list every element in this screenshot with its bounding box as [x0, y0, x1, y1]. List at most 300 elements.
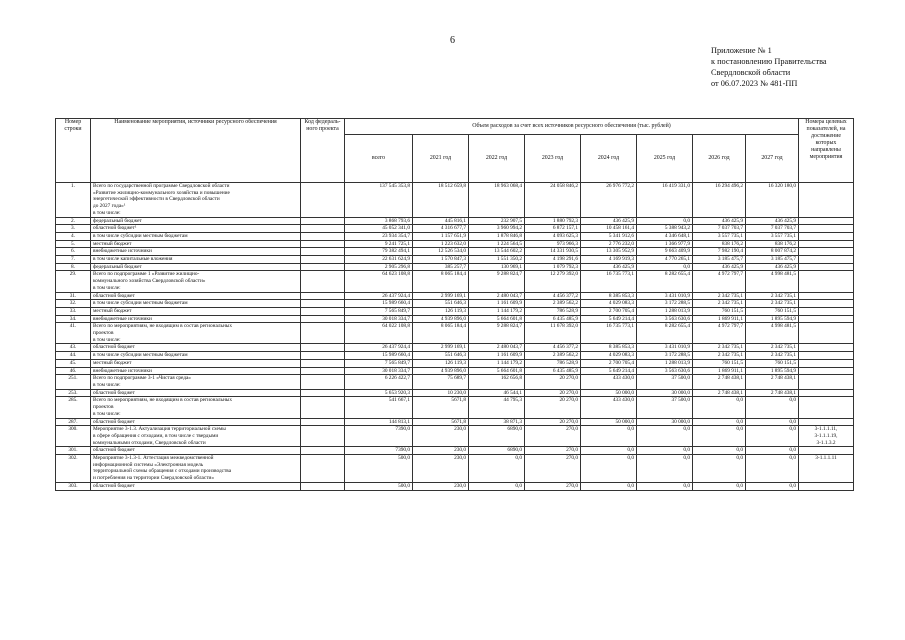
row-value: 2 700 705,4	[581, 307, 637, 315]
row-targets	[799, 271, 854, 292]
row-value: 0,0	[693, 397, 746, 418]
row-number: 46.	[56, 367, 91, 375]
row-targets	[799, 248, 854, 256]
row-value: 14 331 930,5	[525, 248, 581, 256]
row-value: 3 563 630,6	[637, 315, 693, 323]
row-code	[301, 389, 345, 397]
table-row	[56, 447, 854, 455]
row-value: 0,0	[637, 455, 693, 483]
row-value: 37 500,0	[637, 375, 693, 389]
table-row	[56, 248, 854, 256]
row-name: Мероприятие 3-1.3. Актуализация территориальной схемы в сфере обращения с отходами, в том числе с твердыми коммунальными отходами, Свердловской области	[91, 426, 301, 447]
row-value: 436 425,9	[746, 217, 799, 225]
row-value: 436 425,9	[746, 263, 799, 271]
row-value: 1 895 594,9	[746, 367, 799, 375]
row-value: 0,0	[746, 426, 799, 447]
row-name: федеральный бюджет	[91, 217, 301, 225]
row-value: 445 816,1	[413, 217, 469, 225]
row-value: 2 700 705,4	[581, 359, 637, 367]
row-code	[301, 183, 345, 218]
row-value: 20 270,0	[525, 375, 581, 389]
row-value: 1 144 179,2	[469, 307, 525, 315]
row-value: 0,0	[637, 482, 693, 490]
row-name: областной бюджет	[91, 482, 301, 490]
row-value: 46 544,1	[469, 389, 525, 397]
row-code	[301, 248, 345, 256]
row-value: 3 172 288,5	[637, 352, 693, 360]
row-value: 838 176,2	[746, 240, 799, 248]
row-targets	[799, 256, 854, 264]
row-code	[301, 256, 345, 264]
header-year-total: всего	[345, 135, 413, 183]
table-row	[56, 307, 854, 315]
row-name: местный бюджет	[91, 359, 301, 367]
row-value: 0,0	[693, 447, 746, 455]
row-value: 13 544 602,2	[469, 248, 525, 256]
row-code	[301, 397, 345, 418]
row-value: 4 998 481,5	[746, 323, 799, 344]
row-value: 4 456 377,2	[525, 344, 581, 352]
row-code	[301, 300, 345, 308]
row-value: 4 198 291,6	[525, 256, 581, 264]
table-row	[56, 232, 854, 240]
row-value: 1 288 013,9	[637, 359, 693, 367]
row-value: 24 058 846,2	[525, 183, 581, 218]
row-number: 302.	[56, 455, 91, 483]
row-value: 8 065 184,4	[413, 323, 469, 344]
header-targets: Номера целевых показателей, на достижение которых направлены мероприятия	[799, 119, 854, 183]
table-row	[56, 271, 854, 292]
row-value: 30 000,0	[637, 389, 693, 397]
row-value: 75 689,7	[413, 375, 469, 389]
header-year-2022: 2022 год	[469, 135, 525, 183]
row-number: 43.	[56, 344, 91, 352]
row-value: 4 029 083,3	[581, 300, 637, 308]
row-value: 2 342 735,1	[693, 344, 746, 352]
row-value: 16 294 496,2	[693, 183, 746, 218]
row-value: 9 288 824,7	[469, 323, 525, 344]
row-number: 41.	[56, 323, 91, 344]
row-value: 0,0	[581, 482, 637, 490]
row-value: 2 389 562,2	[525, 352, 581, 360]
row-value: 3 185 475,7	[693, 256, 746, 264]
row-code	[301, 482, 345, 490]
row-value: 5 653 920,3	[345, 389, 413, 397]
header-year-2025: 2025 год	[637, 135, 693, 183]
row-value: 2 748 438,1	[746, 375, 799, 389]
row-value: 6 226 422,7	[345, 375, 413, 389]
row-number: 8.	[56, 263, 91, 271]
row-value: 30 018 334,7	[345, 367, 413, 375]
row-value: 7 037 703,7	[746, 225, 799, 233]
row-value: 8 282 655,4	[637, 271, 693, 292]
row-value: 2 999 169,1	[413, 292, 469, 300]
row-value: 3 868 793,6	[345, 217, 413, 225]
row-value: 0,0	[581, 455, 637, 483]
row-value: 126 119,3	[413, 307, 469, 315]
row-value: 3 431 010,9	[637, 292, 693, 300]
row-value: 0,0	[637, 217, 693, 225]
row-value: 7390,0	[345, 447, 413, 455]
row-value: 9 241 725,1	[345, 240, 413, 248]
row-value: 1 223 632,0	[413, 240, 469, 248]
header-name: Наименование мероприятия, источники ресурсного обеспечения	[91, 119, 301, 183]
row-name: областной бюджет	[91, 344, 301, 352]
row-code	[301, 323, 345, 344]
row-value: 0,0	[746, 418, 799, 426]
row-value: 30 018 334,7	[345, 315, 413, 323]
row-value: 5 388 943,2	[637, 225, 693, 233]
row-name: Всего по подпрограмме 3-1 «Чистая среда» в том числе:	[91, 375, 301, 389]
row-value: 385 257,7	[413, 263, 469, 271]
row-value: 2 342 735,1	[746, 352, 799, 360]
row-number: 3.	[56, 225, 91, 233]
row-value: 12 279 392,0	[525, 271, 581, 292]
row-value: 433 430,0	[581, 397, 637, 418]
row-targets	[799, 447, 854, 455]
row-targets	[799, 418, 854, 426]
row-code	[301, 426, 345, 447]
header-year-2027: 2027 год	[746, 135, 799, 183]
row-value: 1 144 179,2	[469, 359, 525, 367]
row-value: 10 458 161,4	[581, 225, 637, 233]
row-value: 16 419 331,0	[637, 183, 693, 218]
row-value: 1 157 651,9	[413, 232, 469, 240]
row-value: 2 480 043,7	[469, 292, 525, 300]
row-value: 50 000,0	[581, 418, 637, 426]
row-value: 786 528,9	[525, 359, 581, 367]
row-code	[301, 375, 345, 389]
row-targets	[799, 397, 854, 418]
row-code	[301, 359, 345, 367]
table-row	[56, 225, 854, 233]
row-value: 270,0	[525, 447, 581, 455]
table-row	[56, 375, 854, 389]
row-number: 4.	[56, 232, 91, 240]
row-number: 6.	[56, 248, 91, 256]
row-value: 838 176,2	[693, 240, 746, 248]
row-value: 3 431 010,9	[637, 344, 693, 352]
table-row	[56, 397, 854, 418]
row-targets	[799, 232, 854, 240]
row-value: 2 342 735,1	[746, 300, 799, 308]
row-value: 1 079 792,3	[525, 263, 581, 271]
row-value: 4 456 377,2	[525, 292, 581, 300]
row-value: 8 282 655,4	[637, 323, 693, 344]
table-row	[56, 482, 854, 490]
row-value: 3 185 475,7	[746, 256, 799, 264]
row-value: 26 437 924,4	[345, 344, 413, 352]
row-value: 270,0	[525, 455, 581, 483]
table-row	[56, 352, 854, 360]
row-value: 0,0	[693, 426, 746, 447]
header-volume: Объем расходов за счет всех источников ресурсного обеспечения (тыс. рублей)	[345, 119, 799, 135]
table-row	[56, 217, 854, 225]
row-name: Всего по мероприятиям, не входящим в состав региональных проектов в том числе:	[91, 323, 301, 344]
row-targets	[799, 300, 854, 308]
row-value: 4 939 896,0	[413, 367, 469, 375]
row-targets	[799, 389, 854, 397]
row-value: 230,0	[413, 482, 469, 490]
row-name: областной бюджет	[91, 418, 301, 426]
row-code	[301, 447, 345, 455]
row-number: 32.	[56, 300, 91, 308]
row-value: 8 385 853,3	[581, 344, 637, 352]
row-value: 0,0	[746, 397, 799, 418]
row-targets	[799, 217, 854, 225]
row-code	[301, 352, 345, 360]
table-body	[56, 183, 854, 491]
row-value: 5 664 601,8	[469, 367, 525, 375]
row-value: 4 093 625,3	[525, 232, 581, 240]
row-value: 1 869 911,1	[693, 315, 746, 323]
row-number: 253.	[56, 389, 91, 397]
row-name: местный бюджет	[91, 240, 301, 248]
row-value: 20 270,0	[525, 397, 581, 418]
row-value: 137 545 353,8	[345, 183, 413, 218]
row-value: 760 151,5	[746, 359, 799, 367]
row-value: 13 305 952,9	[581, 248, 637, 256]
row-value: 0,0	[637, 447, 693, 455]
row-value: 18 963 068,4	[469, 183, 525, 218]
row-value: 6890,0	[469, 426, 525, 447]
row-value: 16 320 180,0	[746, 183, 799, 218]
row-value: 18 512 659,8	[413, 183, 469, 218]
row-value: 37 500,0	[637, 397, 693, 418]
row-code	[301, 455, 345, 483]
row-value: 0,0	[637, 426, 693, 447]
row-value: 1 570 847,3	[413, 256, 469, 264]
row-value: 1 161 609,9	[469, 352, 525, 360]
row-name: внебюджетные источники	[91, 315, 301, 323]
table-row	[56, 300, 854, 308]
row-value: 1 895 594,9	[746, 315, 799, 323]
row-value: 7390,0	[345, 426, 413, 447]
row-value: 500,0	[345, 455, 413, 483]
row-value: 12 526 534,0	[413, 248, 469, 256]
header-row-number: Номер строки	[56, 119, 91, 183]
row-code	[301, 418, 345, 426]
row-name: Всего по государственной программе Свердловской области «Развитие жилищно-коммунального хозяйства и повышение энергетической эффективности в Свердловской области до 2027 года»¹ в том числе:	[91, 183, 301, 218]
row-targets	[799, 240, 854, 248]
row-targets	[799, 359, 854, 367]
row-value: 2 342 735,1	[746, 292, 799, 300]
row-value: 4 346 648,1	[637, 232, 693, 240]
row-value: 6890,0	[469, 447, 525, 455]
row-value: 270,0	[525, 482, 581, 490]
row-value: 2 389 562,2	[525, 300, 581, 308]
row-targets	[799, 225, 854, 233]
row-targets	[799, 315, 854, 323]
table-row	[56, 455, 854, 483]
row-number: 31.	[56, 292, 91, 300]
row-value: 1 551 350,2	[469, 256, 525, 264]
row-value: 4 972 797,7	[693, 323, 746, 344]
table-row	[56, 315, 854, 323]
row-value: 44 795,3	[469, 397, 525, 418]
row-value: 0,0	[746, 482, 799, 490]
row-value: 4 316 677,7	[413, 225, 469, 233]
row-targets: 3-1.1.1.11	[799, 455, 854, 483]
row-value: 6 872 157,1	[525, 225, 581, 233]
row-code	[301, 344, 345, 352]
row-value: 3 563 630,6	[637, 367, 693, 375]
row-value: 5671,8	[413, 397, 469, 418]
row-value: 6 435 485,9	[525, 315, 581, 323]
row-value: 5 649 214,4	[581, 367, 637, 375]
row-value: 760 151,5	[693, 359, 746, 367]
row-number: 301.	[56, 447, 91, 455]
row-value: 64 022 108,8	[345, 323, 413, 344]
row-number: 287.	[56, 418, 91, 426]
row-value: 1 878 846,8	[469, 232, 525, 240]
row-targets	[799, 323, 854, 344]
row-code	[301, 367, 345, 375]
row-code	[301, 307, 345, 315]
row-value: 541 667,1	[345, 397, 413, 418]
row-value: 4 169 919,3	[581, 256, 637, 264]
row-value: 2 748 438,1	[746, 389, 799, 397]
row-value: 0,0	[637, 263, 693, 271]
row-value: 20 270,0	[525, 418, 581, 426]
table-row	[56, 344, 854, 352]
row-code	[301, 315, 345, 323]
table-row	[56, 389, 854, 397]
row-number: 44.	[56, 352, 91, 360]
table-row	[56, 359, 854, 367]
row-code	[301, 263, 345, 271]
row-targets	[799, 375, 854, 389]
row-name: внебюджетные источники	[91, 248, 301, 256]
row-value: 1 161 609,9	[469, 300, 525, 308]
row-name: в том числе субсидии местным бюджетам	[91, 300, 301, 308]
row-value: 3 557 735,1	[746, 232, 799, 240]
row-name: в том числе субсидии местным бюджетам	[91, 352, 301, 360]
row-value: 38 871,3	[469, 418, 525, 426]
row-number: 33.	[56, 307, 91, 315]
row-value: 16 735 773,1	[581, 271, 637, 292]
table-row	[56, 367, 854, 375]
row-code	[301, 292, 345, 300]
row-value: 8 385 853,3	[581, 292, 637, 300]
row-value: 0,0	[693, 455, 746, 483]
row-value: 4 939 896,0	[413, 315, 469, 323]
row-value: 0,0	[693, 418, 746, 426]
row-value: 20 270,0	[525, 389, 581, 397]
row-number: 45.	[56, 359, 91, 367]
row-value: 45 052 341,0	[345, 225, 413, 233]
row-value: 1 869 911,1	[693, 367, 746, 375]
row-targets	[799, 352, 854, 360]
row-value: 15 989 660,4	[345, 300, 413, 308]
row-value: 162 656,8	[469, 375, 525, 389]
header-year-2021: 2021 год	[413, 135, 469, 183]
row-value: 11 678 392,0	[525, 323, 581, 344]
row-value: 4 998 481,5	[746, 271, 799, 292]
row-value: 436 425,9	[581, 263, 637, 271]
row-number: 29.	[56, 271, 91, 292]
row-value: 16 735 773,1	[581, 323, 637, 344]
row-value: 50 000,0	[581, 389, 637, 397]
page-number: 6	[450, 35, 455, 46]
row-code	[301, 225, 345, 233]
row-value: 5 664 601,8	[469, 315, 525, 323]
row-targets	[799, 344, 854, 352]
row-value: 0,0	[581, 447, 637, 455]
row-name: Всего по мероприятиям, не входящим в состав региональных проектов в том числе:	[91, 397, 301, 418]
row-value: 9 288 824,7	[469, 271, 525, 292]
table-row	[56, 292, 854, 300]
row-name: областной бюджет	[91, 389, 301, 397]
row-number: 300.	[56, 426, 91, 447]
table-row	[56, 426, 854, 447]
row-targets	[799, 183, 854, 218]
row-number: 2.	[56, 217, 91, 225]
row-value: 230,0	[413, 426, 469, 447]
row-value: 2 905 296,8	[345, 263, 413, 271]
row-code	[301, 217, 345, 225]
row-value: 9 663 409,9	[637, 248, 693, 256]
row-targets	[799, 367, 854, 375]
row-number: 5.	[56, 240, 91, 248]
row-value: 64 623 108,8	[345, 271, 413, 292]
row-value: 786 528,9	[525, 307, 581, 315]
table-row	[56, 240, 854, 248]
row-name: местный бюджет	[91, 307, 301, 315]
row-value: 4 972 797,7	[693, 271, 746, 292]
row-value: 6 435 485,9	[525, 367, 581, 375]
row-value: 232 907,5	[469, 217, 525, 225]
row-value: 230,0	[413, 447, 469, 455]
row-value: 5 649 214,4	[581, 315, 637, 323]
table-row	[56, 263, 854, 271]
row-value: 2 342 735,1	[693, 300, 746, 308]
row-value: 551 646,3	[413, 352, 469, 360]
row-number: 285.	[56, 397, 91, 418]
row-value: 0,0	[693, 482, 746, 490]
row-value: 2 776 232,0	[581, 240, 637, 248]
row-targets	[799, 307, 854, 315]
row-value: 973 966,3	[525, 240, 581, 248]
row-value: 10 230,0	[413, 389, 469, 397]
appendix-note	[711, 45, 827, 89]
row-value: 8 065 184,4	[413, 271, 469, 292]
row-value: 433 430,0	[581, 375, 637, 389]
row-value: 2 748 438,1	[693, 389, 746, 397]
table-row	[56, 256, 854, 264]
row-code	[301, 232, 345, 240]
row-value: 79 382 494,1	[345, 248, 413, 256]
row-targets	[799, 263, 854, 271]
row-value: 130 969,1	[469, 263, 525, 271]
row-value: 8 007 874,2	[746, 248, 799, 256]
budget-table	[55, 118, 854, 491]
row-value: 22 631 624,9	[345, 256, 413, 264]
row-value: 5671,8	[413, 418, 469, 426]
row-name: федеральный бюджет	[91, 263, 301, 271]
appendix-line-2: к постановлению Правительства	[711, 57, 827, 66]
row-value: 436 425,9	[581, 217, 637, 225]
appendix-line-1: Приложение № 1	[711, 46, 772, 55]
table-row	[56, 418, 854, 426]
row-value: 23 934 354,7	[345, 232, 413, 240]
row-value: 2 342 735,1	[746, 344, 799, 352]
row-targets: 3-1.1.1.11, 3-1.1.1.19, 3-1.1.3.2	[799, 426, 854, 447]
table-row	[56, 183, 854, 218]
row-number: 251.	[56, 375, 91, 389]
row-value: 1 880 792,3	[525, 217, 581, 225]
row-value: 2 748 438,1	[693, 375, 746, 389]
